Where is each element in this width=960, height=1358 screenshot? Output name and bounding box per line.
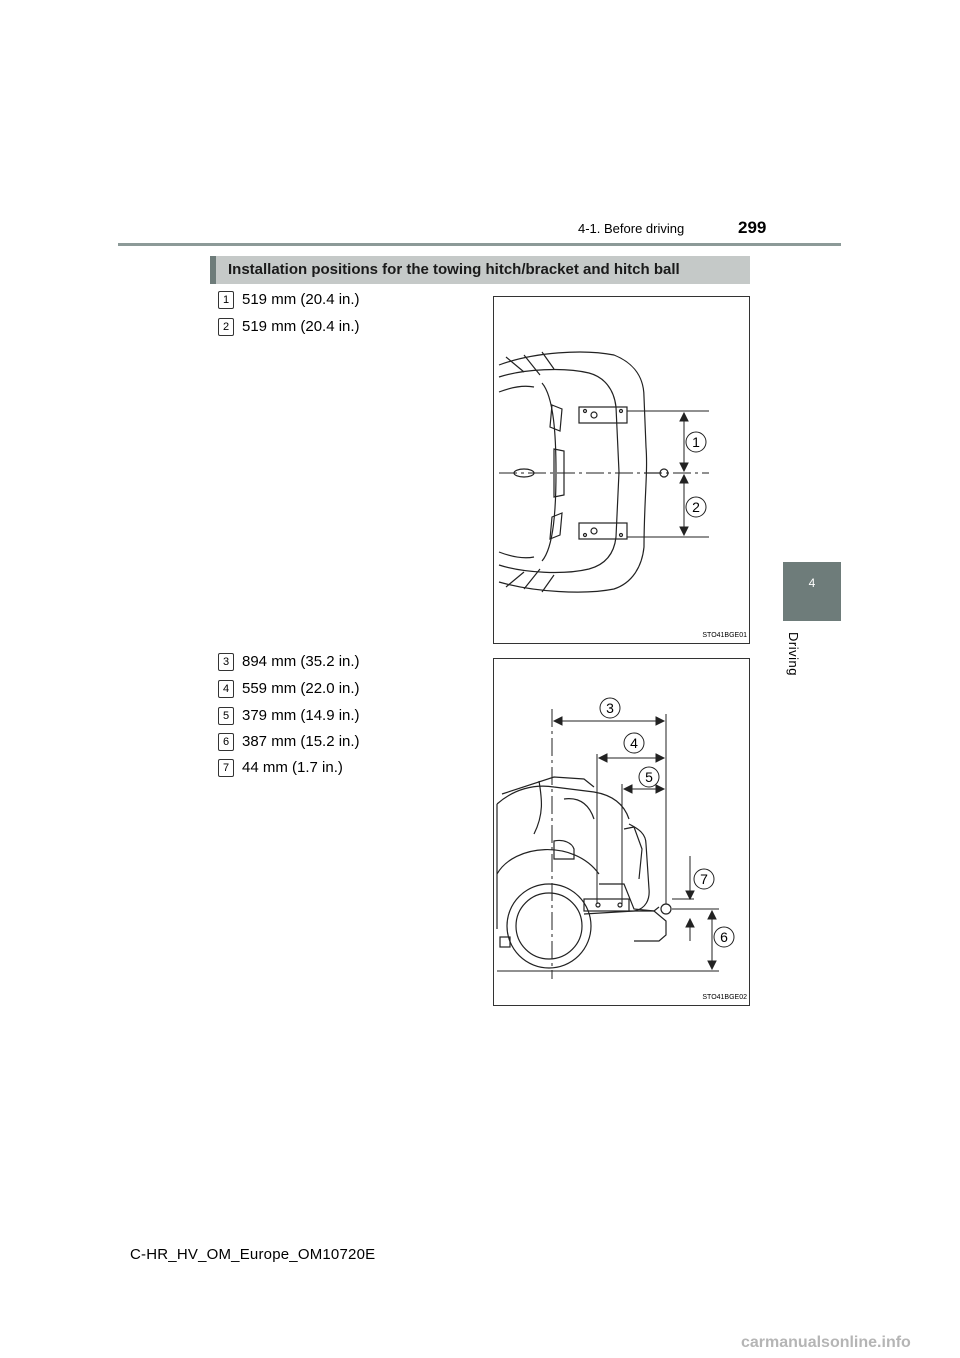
list-item xyxy=(218,290,360,310)
item-text: 559 mm (22.0 in.) xyxy=(242,680,360,697)
item-number-badge: 3 xyxy=(218,653,234,671)
item-number-badge: 2 xyxy=(218,318,234,336)
callout-1-label: 1 xyxy=(692,434,700,450)
item-number-badge: 7 xyxy=(218,759,234,777)
page-number: 299 xyxy=(738,218,767,237)
item-number-badge: 5 xyxy=(218,707,234,725)
list-item xyxy=(218,317,360,337)
callout-4-label: 4 xyxy=(630,735,638,751)
item-text: 387 mm (15.2 in.) xyxy=(242,733,360,750)
chapter-tab[interactable] xyxy=(783,562,841,621)
item-number-badge: 4 xyxy=(218,680,234,698)
list-item xyxy=(218,758,343,778)
item-number-badge: 1 xyxy=(218,291,234,309)
list-item xyxy=(218,706,360,726)
callout-6-label: 6 xyxy=(720,929,728,945)
figure-side-view xyxy=(493,658,750,1006)
callout-5-label: 5 xyxy=(645,769,653,785)
figure-code: STO41BGE01 xyxy=(702,632,747,639)
item-text: 519 mm (20.4 in.) xyxy=(242,291,360,308)
item-text: 519 mm (20.4 in.) xyxy=(242,318,360,335)
figure-top-view xyxy=(493,296,750,644)
figure-side-view-drawing xyxy=(494,659,749,1005)
callout-2-label: 2 xyxy=(692,499,700,515)
figure-top-view-drawing xyxy=(494,297,749,643)
list-item xyxy=(218,652,360,672)
list-item xyxy=(218,732,360,752)
callout-7-label: 7 xyxy=(700,871,708,887)
header-rule xyxy=(118,243,841,246)
item-text: 44 mm (1.7 in.) xyxy=(242,759,343,776)
header-section-title: 4-1. Before driving xyxy=(578,221,685,236)
item-text: 894 mm (35.2 in.) xyxy=(242,653,360,670)
chapter-tab-label: Driving xyxy=(786,632,801,676)
section-heading: Installation positions for the towing hitch/bracket and hitch ball xyxy=(210,256,750,284)
chapter-tab-number: 4 xyxy=(808,576,816,590)
callout-3-label: 3 xyxy=(606,700,614,716)
figure-code: STO41BGE02 xyxy=(702,994,747,1001)
watermark: carmanualsonline.info xyxy=(741,1334,911,1351)
footer-document-code: C-HR_HV_OM_Europe_OM10720E xyxy=(130,1246,376,1263)
list-item xyxy=(218,679,360,699)
item-number-badge: 6 xyxy=(218,733,234,751)
item-text: 379 mm (14.9 in.) xyxy=(242,707,360,724)
